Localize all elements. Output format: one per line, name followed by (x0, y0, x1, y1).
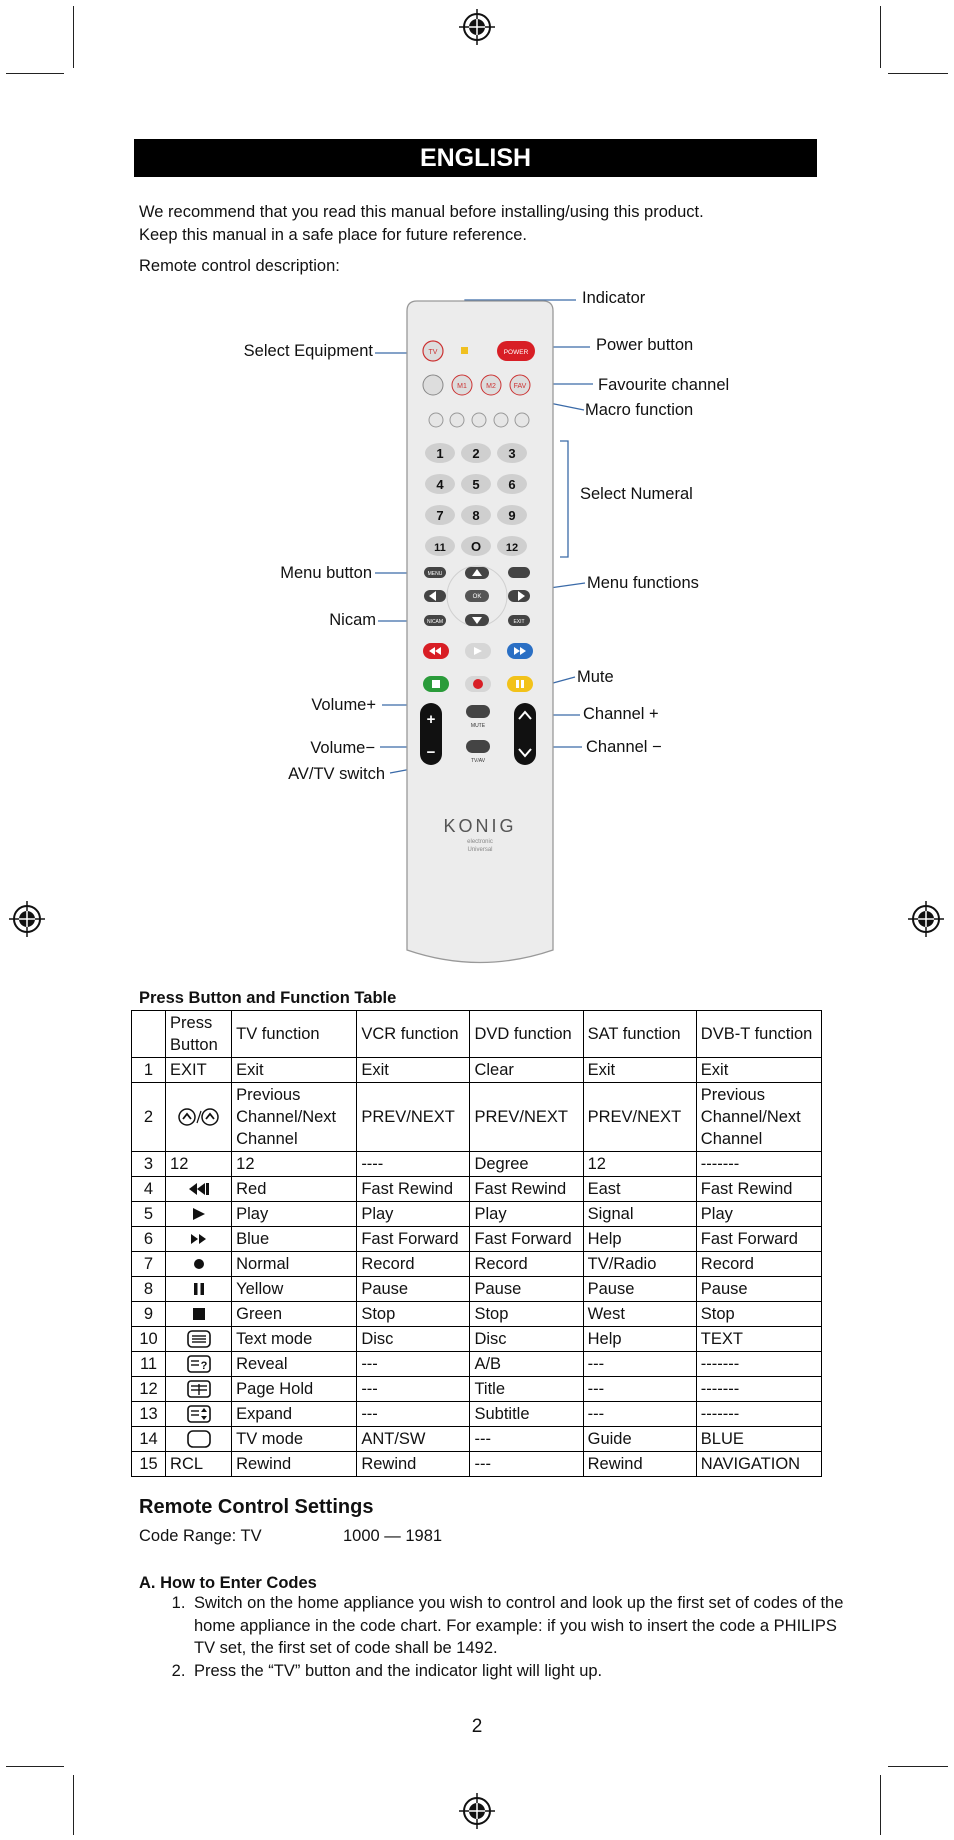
vcr-function-cell: ---- (357, 1152, 470, 1177)
key-9-label: 9 (508, 508, 516, 523)
sat-function-cell: Exit (583, 1058, 696, 1083)
volume-plus-label: + (426, 711, 436, 728)
sat-function-cell: --- (583, 1402, 696, 1427)
header-cell: SAT function (583, 1011, 696, 1058)
press-button-cell (166, 1352, 232, 1377)
brand-logo: KONIG (443, 816, 517, 836)
vcr-function-cell: Rewind (357, 1452, 470, 1477)
header-cell (132, 1011, 166, 1058)
dvd-function-cell: Degree (470, 1152, 583, 1177)
row-number: 10 (132, 1327, 166, 1352)
row-number: 3 (132, 1152, 166, 1177)
press-button-cell (166, 1302, 232, 1327)
tv-function-cell: Previous Channel/Next Channel (232, 1083, 357, 1152)
table-row (132, 1402, 822, 1427)
code-entry-steps (166, 1592, 850, 1682)
table-row (132, 1302, 822, 1327)
table-row (132, 1252, 822, 1277)
label-select-numeral: Select Numeral (580, 485, 693, 503)
vcr-function-cell: --- (357, 1402, 470, 1427)
vcr-function-cell: ANT/SW (357, 1427, 470, 1452)
brand-subtitle: electronic (467, 839, 493, 845)
sat-function-cell: Guide (583, 1427, 696, 1452)
code-range-label: Code Range: TV (139, 1527, 262, 1545)
dvbt-function-cell: ------- (696, 1152, 821, 1177)
stop-icon (191, 1307, 207, 1321)
sat-function-cell: Pause (583, 1277, 696, 1302)
sat-function-cell: Signal (583, 1202, 696, 1227)
list-item: 1. Switch on the home appliance you wish to control and look up the first set of codes of the home appliance in the code chart. For example: if you wish to insert the code a PHILIPS TV set, the first set of code shall be 1492. (190, 1592, 850, 1660)
dvbt-function-cell: ------- (696, 1352, 821, 1377)
row-number: 5 (132, 1202, 166, 1227)
key-11-label: 11 (434, 542, 446, 554)
dvbt-function-cell: NAVIGATION (696, 1452, 821, 1477)
nicam-key-label: NICAM (426, 619, 444, 625)
tv-av-key (466, 740, 490, 753)
key-3-label: 3 (508, 446, 516, 461)
label-volume-plus: Volume+ (311, 696, 376, 714)
dvbt-function-cell: ------- (696, 1377, 821, 1402)
vcr-function-cell: Fast Forward (357, 1227, 470, 1252)
play-icon (189, 1207, 209, 1221)
press-button-cell (166, 1427, 232, 1452)
tv-function-cell: TV mode (232, 1427, 357, 1452)
label-av-tv-switch: AV/TV switch (288, 765, 385, 783)
tv-function-cell: Rewind (232, 1452, 357, 1477)
key-4-label: 4 (436, 477, 444, 492)
brand-universal: Universal (467, 847, 493, 853)
table-row (132, 1452, 822, 1477)
prev-next-icon (177, 1107, 221, 1127)
text-mode-icon (186, 1330, 212, 1348)
key-5-label: 5 (472, 477, 480, 492)
tv-key-label: TV (428, 349, 438, 356)
tv-function-cell: Expand (232, 1402, 357, 1427)
sat-function-cell: PREV/NEXT (583, 1083, 696, 1152)
tv-function-cell: Blue (232, 1227, 357, 1252)
header-cell: Press Button (166, 1011, 232, 1058)
row-number: 1 (132, 1058, 166, 1083)
dvd-function-cell: Disc (470, 1327, 583, 1352)
label-indicator: Indicator (582, 289, 646, 307)
header-cell: DVB-T function (696, 1011, 821, 1058)
table-row (132, 1152, 822, 1177)
label-macro-function: Macro function (585, 401, 694, 419)
tv-function-cell: Reveal (232, 1352, 357, 1377)
m2-key-label: M2 (486, 383, 496, 390)
sat-function-cell: Help (583, 1327, 696, 1352)
label-channel-plus: Channel + (583, 705, 659, 723)
tv-function-cell: Red (232, 1177, 357, 1202)
rewind-icon (187, 1182, 211, 1196)
row-number: 4 (132, 1177, 166, 1202)
expand-icon (186, 1405, 212, 1423)
tv-function-cell: Green (232, 1302, 357, 1327)
dvd-function-cell: Stop (470, 1302, 583, 1327)
table-row (132, 1227, 822, 1252)
vcr-function-cell: Exit (357, 1058, 470, 1083)
dvd-function-cell: PREV/NEXT (470, 1083, 583, 1152)
language-banner: ENGLISH (134, 139, 817, 177)
key-12-label: 12 (505, 542, 519, 554)
dvd-function-cell: Fast Rewind (470, 1177, 583, 1202)
pause-icon (191, 1282, 207, 1296)
fav-key-label: FAV (513, 383, 527, 390)
table-header-row (132, 1011, 822, 1058)
press-button-cell (166, 1377, 232, 1402)
header-cell: VCR function (357, 1011, 470, 1058)
table-row (132, 1352, 822, 1377)
press-button-cell (166, 1252, 232, 1277)
row-number: 11 (132, 1352, 166, 1377)
dvd-function-cell: A/B (470, 1352, 583, 1377)
record-icon (191, 1257, 207, 1271)
crop-mark (6, 73, 64, 74)
tv-function-cell: Play (232, 1202, 357, 1227)
crop-mark (6, 1766, 64, 1767)
power-key-label: POWER (503, 349, 529, 356)
tv-function-cell: Exit (232, 1058, 357, 1083)
ok-key-label: OK (472, 594, 482, 600)
exit-key-label: EXIT (513, 619, 525, 625)
label-nicam: Nicam (329, 611, 376, 629)
sat-function-cell: West (583, 1302, 696, 1327)
vcr-function-cell: Fast Rewind (357, 1177, 470, 1202)
scr-key (508, 567, 530, 578)
section-a-heading: A. How to Enter Codes (139, 1574, 317, 1592)
press-button-cell (166, 1177, 232, 1202)
indicator-light (461, 347, 468, 354)
press-button-cell (166, 1402, 232, 1427)
vcr-function-cell: Play (357, 1202, 470, 1227)
key-1-label: 1 (436, 446, 444, 461)
page-number: 2 (471, 1716, 483, 1737)
code-range-value: 1000 — 1981 (343, 1527, 443, 1545)
dvbt-function-cell: Previous Channel/Next Channel (696, 1083, 821, 1152)
dvd-function-cell: --- (470, 1452, 583, 1477)
press-button-cell (166, 1083, 232, 1152)
settings-title: Remote Control Settings (139, 1496, 374, 1518)
press-button-cell: EXIT (166, 1058, 232, 1083)
row-number: 14 (132, 1427, 166, 1452)
row-number: 13 (132, 1402, 166, 1427)
crop-mark (888, 73, 948, 74)
dvbt-function-cell: TEXT (696, 1327, 821, 1352)
row-number: 9 (132, 1302, 166, 1327)
table-row (132, 1327, 822, 1352)
vcr-function-cell: Pause (357, 1277, 470, 1302)
label-menu-functions: Menu functions (587, 574, 699, 592)
label-menu-button: Menu button (280, 564, 372, 582)
mute-key (466, 705, 490, 718)
press-button-cell (166, 1202, 232, 1227)
key-0-label: O (470, 539, 482, 554)
tv-function-cell: Page Hold (232, 1377, 357, 1402)
table-row (132, 1377, 822, 1402)
label-volume-minus: Volume− (310, 739, 375, 757)
svg-text:?: ? (200, 1360, 207, 1372)
dvd-function-cell: Title (470, 1377, 583, 1402)
table-row (132, 1202, 822, 1227)
row-number: 2 (132, 1083, 166, 1152)
reveal-icon (186, 1355, 212, 1373)
tv-av-key-label: TV/AV (470, 758, 486, 764)
vcr-function-cell: Stop (357, 1302, 470, 1327)
crop-mark (73, 1775, 74, 1835)
key-2-label: 2 (472, 446, 480, 461)
blank-key (423, 375, 443, 395)
sat-function-cell: TV/Radio (583, 1252, 696, 1277)
press-button-cell: RCL (166, 1452, 232, 1477)
registration-mark-icon (908, 901, 944, 937)
table-row (132, 1177, 822, 1202)
dvbt-function-cell: Pause (696, 1277, 821, 1302)
label-power-button: Power button (596, 336, 694, 354)
dvbt-function-cell: Fast Forward (696, 1227, 821, 1252)
function-table-title: Press Button and Function Table (139, 989, 397, 1007)
label-channel-minus: Channel − (586, 738, 662, 756)
volume-minus-label: − (426, 744, 436, 761)
sat-function-cell: --- (583, 1352, 696, 1377)
crop-mark (73, 6, 74, 68)
sat-function-cell: Rewind (583, 1452, 696, 1477)
row-number: 15 (132, 1452, 166, 1477)
dvbt-function-cell: Fast Rewind (696, 1177, 821, 1202)
dvbt-function-cell: Record (696, 1252, 821, 1277)
dvbt-function-cell: BLUE (696, 1427, 821, 1452)
sat-function-cell: Help (583, 1227, 696, 1252)
dvbt-function-cell: Play (696, 1202, 821, 1227)
menu-key-label: MENU (427, 571, 443, 577)
vcr-function-cell: PREV/NEXT (357, 1083, 470, 1152)
table-row (132, 1083, 822, 1152)
sat-function-cell: 12 (583, 1152, 696, 1177)
label-select-equipment: Select Equipment (243, 342, 373, 360)
row-number: 7 (132, 1252, 166, 1277)
crop-mark (880, 1775, 881, 1835)
registration-mark-icon (459, 9, 495, 45)
tv-function-cell: Text mode (232, 1327, 357, 1352)
label-mute: Mute (577, 668, 614, 686)
table-row (132, 1427, 822, 1452)
m1-key-label: M1 (457, 383, 467, 390)
registration-mark-icon (459, 1793, 495, 1829)
press-button-cell (166, 1227, 232, 1252)
press-button-cell (166, 1327, 232, 1352)
function-table (131, 1010, 822, 1477)
key-6-label: 6 (508, 477, 516, 492)
crop-mark (888, 1766, 948, 1767)
sat-function-cell: --- (583, 1377, 696, 1402)
registration-mark-icon (9, 901, 45, 937)
dvd-function-cell: Fast Forward (470, 1227, 583, 1252)
vcr-function-cell: --- (357, 1352, 470, 1377)
pause-key (507, 676, 533, 692)
vcr-function-cell: --- (357, 1377, 470, 1402)
header-cell: TV function (232, 1011, 357, 1058)
dvd-function-cell: Play (470, 1202, 583, 1227)
fast-forward-icon (188, 1232, 210, 1246)
dvd-function-cell: Pause (470, 1277, 583, 1302)
tv-mode-icon (186, 1430, 212, 1448)
sat-function-cell: East (583, 1177, 696, 1202)
page-hold-icon (186, 1380, 212, 1398)
press-button-cell (166, 1277, 232, 1302)
row-number: 12 (132, 1377, 166, 1402)
intro-line-2: Keep this manual in a safe place for future reference. (139, 226, 527, 244)
press-button-cell: 12 (166, 1152, 232, 1177)
label-favourite-channel: Favourite channel (598, 376, 730, 394)
intro-line-1: We recommend that you read this manual before installing/using this product. (139, 203, 704, 221)
row-number: 8 (132, 1277, 166, 1302)
tv-function-cell: Yellow (232, 1277, 357, 1302)
list-item: 2. Press the “TV” button and the indicator light will light up. (190, 1660, 850, 1683)
header-cell: DVD function (470, 1011, 583, 1058)
mute-key-label: MUTE (470, 723, 486, 729)
tv-function-cell: 12 (232, 1152, 357, 1177)
dvd-function-cell: Record (470, 1252, 583, 1277)
dvbt-function-cell: Stop (696, 1302, 821, 1327)
key-8-label: 8 (472, 508, 480, 523)
dvd-function-cell: Subtitle (470, 1402, 583, 1427)
vcr-function-cell: Disc (357, 1327, 470, 1352)
dvbt-function-cell: Exit (696, 1058, 821, 1083)
tv-function-cell: Normal (232, 1252, 357, 1277)
key-7-label: 7 (436, 508, 444, 523)
crop-mark (880, 6, 881, 68)
dvbt-function-cell: ------- (696, 1402, 821, 1427)
dvd-function-cell: Clear (470, 1058, 583, 1083)
table-row (132, 1058, 822, 1083)
remote-description-heading: Remote control description: (139, 257, 340, 275)
row-number: 6 (132, 1227, 166, 1252)
dvd-function-cell: --- (470, 1427, 583, 1452)
vcr-function-cell: Record (357, 1252, 470, 1277)
table-row (132, 1277, 822, 1302)
